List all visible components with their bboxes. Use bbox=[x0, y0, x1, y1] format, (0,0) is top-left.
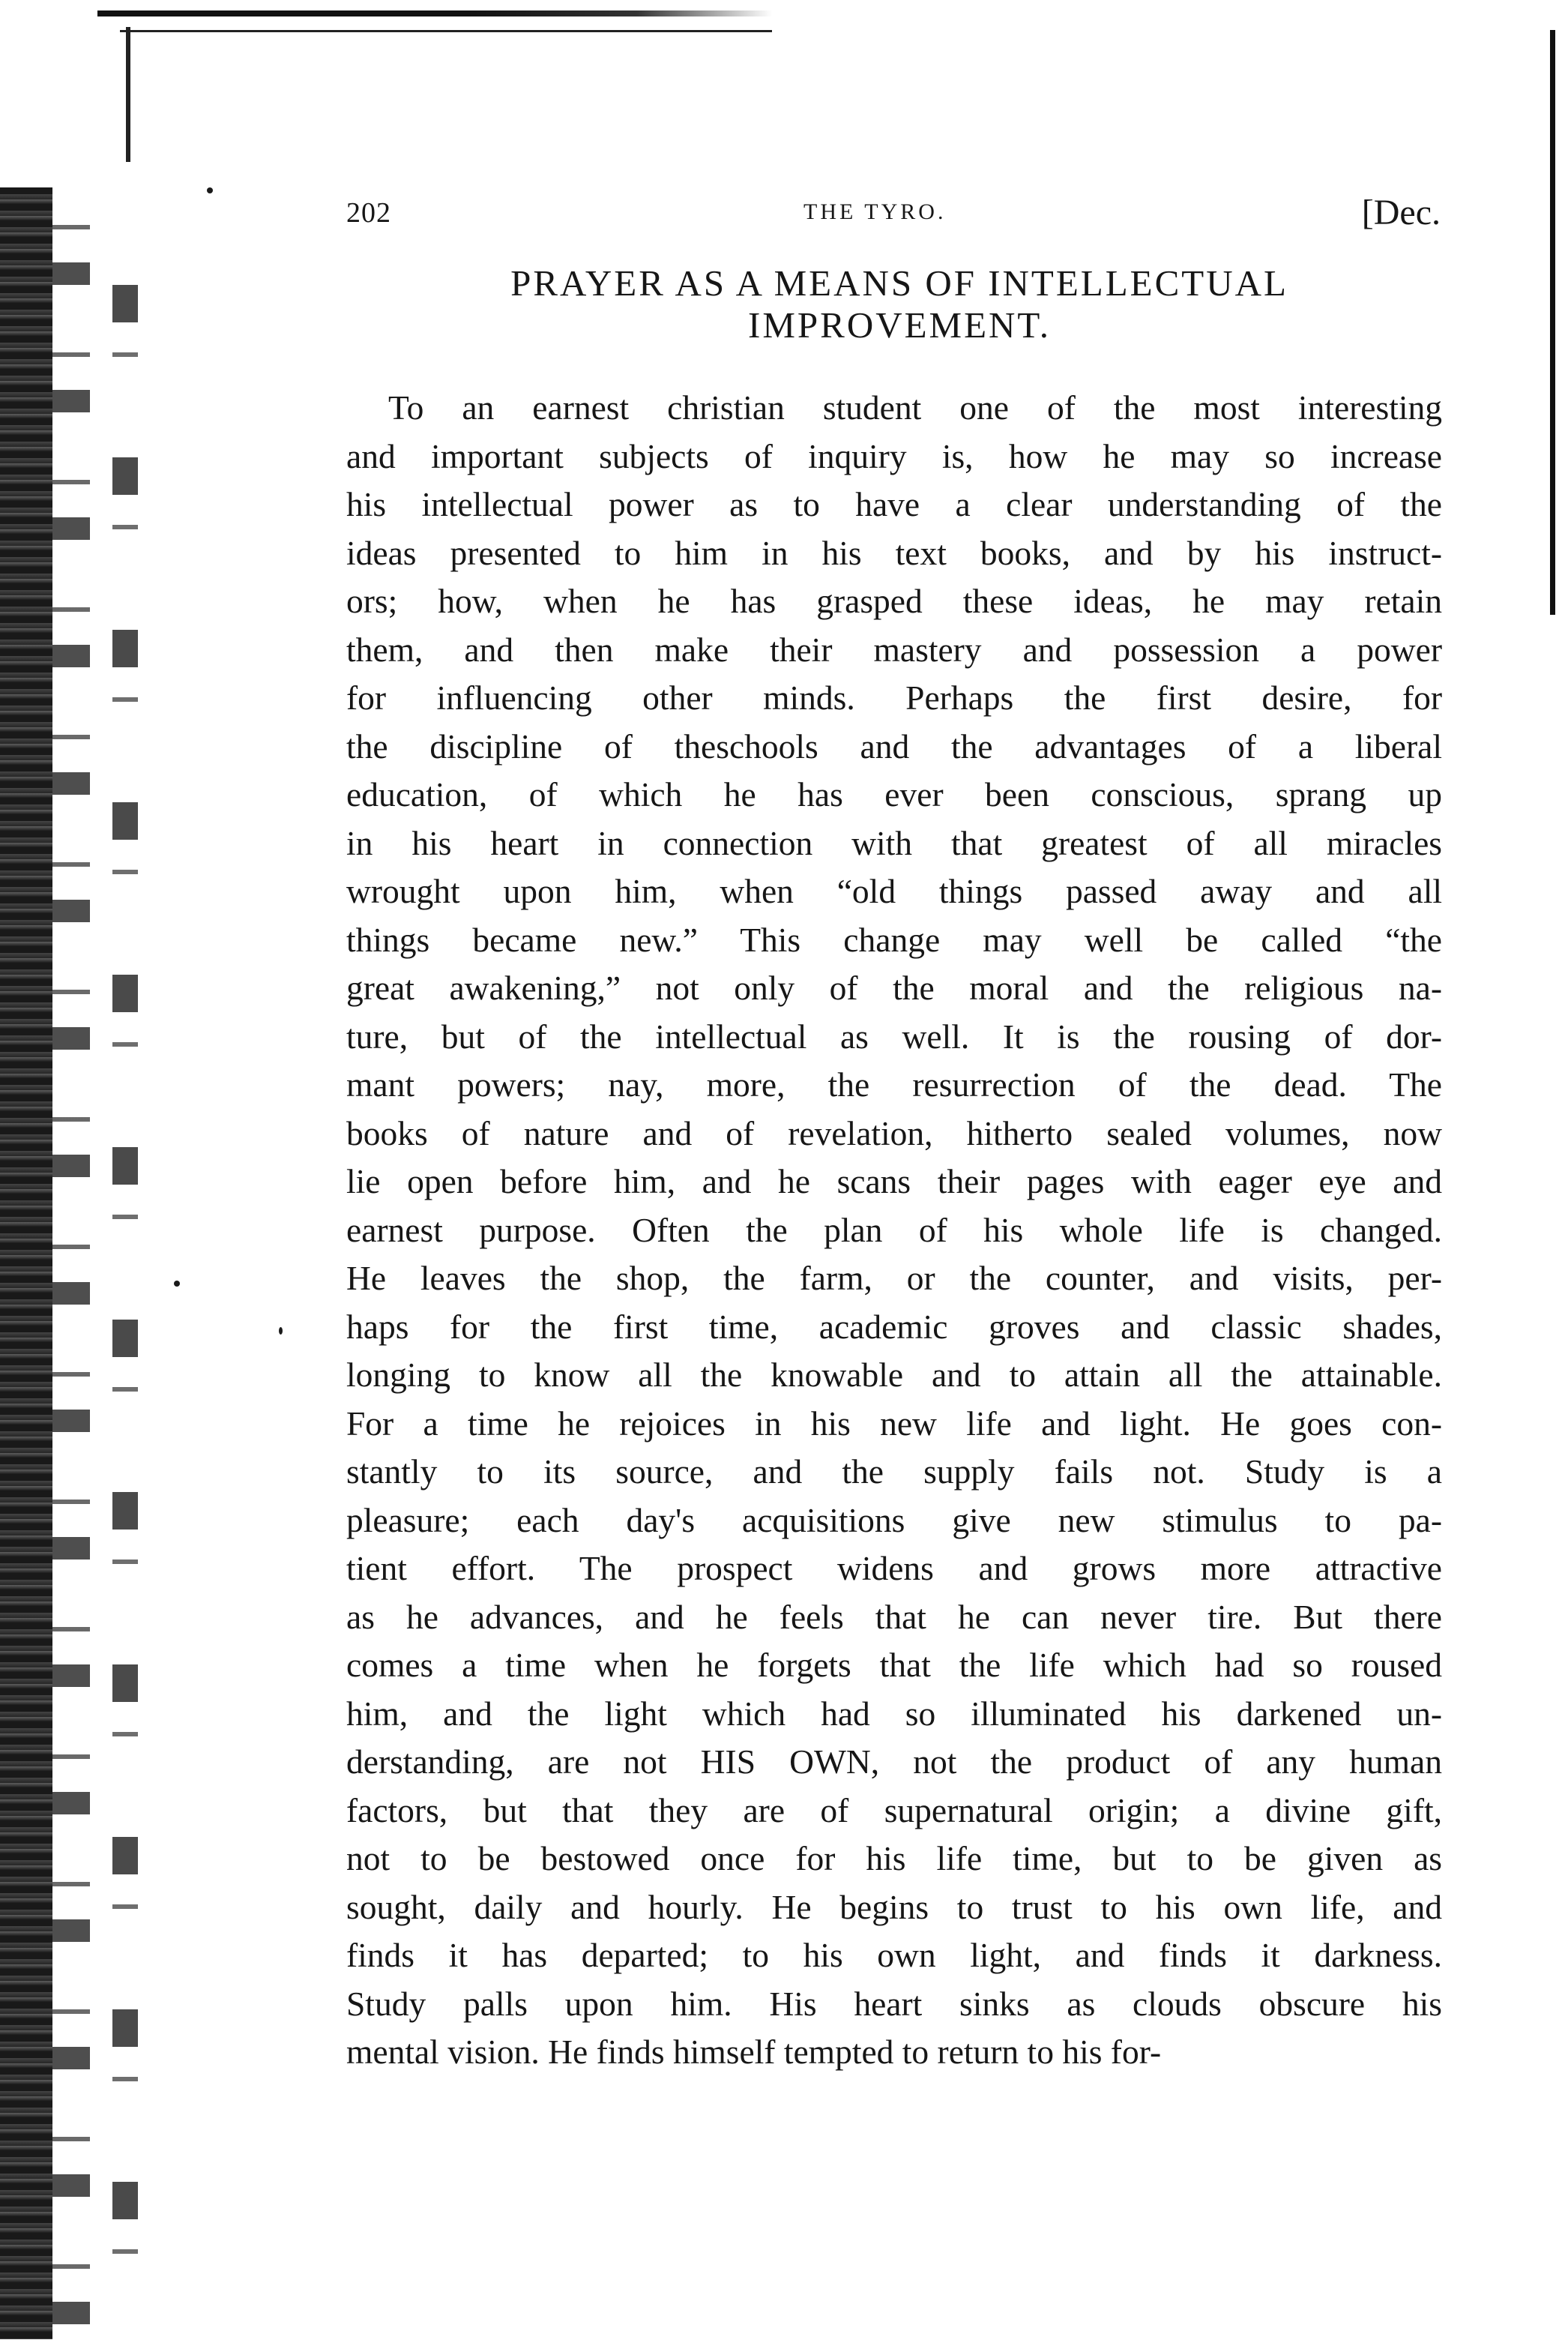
left-border-rule bbox=[126, 27, 130, 162]
article-body bbox=[346, 384, 1442, 2077]
body-line: not to be bestowed once for his life time, but to be given as bbox=[346, 1839, 1442, 1877]
top-border-rule bbox=[97, 10, 772, 16]
body-line: pleasure; each day's acquisitions give new stimulus to pa- bbox=[346, 1500, 1442, 1539]
body-line: He leaves the shop, the farm, or the counter, and visits, per- bbox=[346, 1259, 1442, 1297]
body-line: great awakening,” not only of the moral and the religious na- bbox=[346, 969, 1442, 1007]
body-line: his intellectual power as to have a clear understanding of the bbox=[346, 485, 1442, 523]
binding-gutter-shadow bbox=[0, 187, 52, 2339]
page-number: 202 bbox=[346, 197, 391, 229]
body-line: earnest purpose. Often the plan of his whole life is changed. bbox=[346, 1210, 1442, 1249]
body-line: sought, daily and hourly. He begins to trust to his own life, and bbox=[346, 1887, 1442, 1926]
body-line: ideas presented to him in his text books, and by his instruct- bbox=[346, 533, 1442, 572]
body-line: wrought upon him, when “old things passed away and all bbox=[346, 872, 1442, 910]
ink-speck bbox=[174, 1281, 180, 1287]
article-title bbox=[352, 262, 1447, 346]
body-line: the discipline of theschools and the advantages of a liberal bbox=[346, 727, 1442, 766]
body-line: things became new.” This change may well be called “the bbox=[346, 920, 1442, 959]
body-line: books of nature and of revelation, hitherto sealed volumes, now bbox=[346, 1113, 1442, 1152]
body-line: lie open before him, and he scans their pages with eager eye and bbox=[346, 1162, 1442, 1200]
body-line: comes a time when he forgets that the life which had so roused bbox=[346, 1646, 1442, 1684]
body-line: him, and the light which had so illuminated his darkened un- bbox=[346, 1694, 1442, 1733]
body-line: stantly to its source, and the supply fails not. Study is a bbox=[346, 1452, 1442, 1491]
top-border-rule-thin bbox=[120, 30, 772, 32]
body-line: To an earnest christian student one of the most interesting bbox=[388, 388, 1442, 427]
article-title-line-2: IMPROVEMENT. bbox=[748, 304, 1051, 346]
ink-speck bbox=[279, 1327, 283, 1335]
body-line: and important subjects of inquiry is, how he may so increase bbox=[346, 436, 1442, 475]
page-edge-strip bbox=[112, 240, 138, 2332]
body-line: tient effort. The prospect widens and grows more attractive bbox=[346, 1549, 1442, 1587]
body-line: For a time he rejoices in his new life and light. He goes con- bbox=[346, 1404, 1442, 1443]
body-line: ors; how, when he has grasped these ideas, he may retain bbox=[346, 582, 1442, 620]
issue-date: [Dec. bbox=[1361, 193, 1441, 232]
running-head bbox=[346, 193, 1441, 234]
body-line: for influencing other minds. Perhaps the first desire, for bbox=[346, 679, 1442, 717]
body-line: finds it has departed; to his own light, and finds it darkness. bbox=[346, 1936, 1442, 1974]
body-line: longing to know all the knowable and to attain all the attainable. bbox=[346, 1356, 1442, 1394]
body-line: factors, but that they are of supernatural origin; a divine gift, bbox=[346, 1790, 1442, 1829]
journal-title: THE TYRO. bbox=[803, 199, 947, 224]
right-edge-rule bbox=[1550, 30, 1555, 615]
body-line: haps for the first time, academic groves and classic shades, bbox=[346, 1307, 1442, 1346]
body-line: as he advances, and he feels that he can never tire. But there bbox=[346, 1597, 1442, 1636]
body-line: mant powers; nay, more, the resurrection of the dead. The bbox=[346, 1065, 1442, 1104]
body-line: education, of which he has ever been conscious, sprang up bbox=[346, 775, 1442, 813]
ink-speck bbox=[207, 187, 213, 193]
body-line: in his heart in connection with that greatest of all miracles bbox=[346, 823, 1442, 862]
body-line: mental vision. He finds himself tempted to return to his for- bbox=[346, 2033, 1162, 2071]
body-line: them, and then make their mastery and possession a power bbox=[346, 630, 1442, 669]
body-line: derstanding, are not HIS OWN, not the product of any human bbox=[346, 1742, 1442, 1781]
article-title-line-1: PRAYER AS A MEANS OF INTELLECTUAL bbox=[510, 262, 1288, 304]
body-line: Study palls upon him. His heart sinks as clouds obscure his bbox=[346, 1984, 1442, 2023]
binding-gutter-fringe bbox=[52, 195, 90, 2339]
body-line: ture, but of the intellectual as well. It is the rousing of dor- bbox=[346, 1017, 1442, 1056]
